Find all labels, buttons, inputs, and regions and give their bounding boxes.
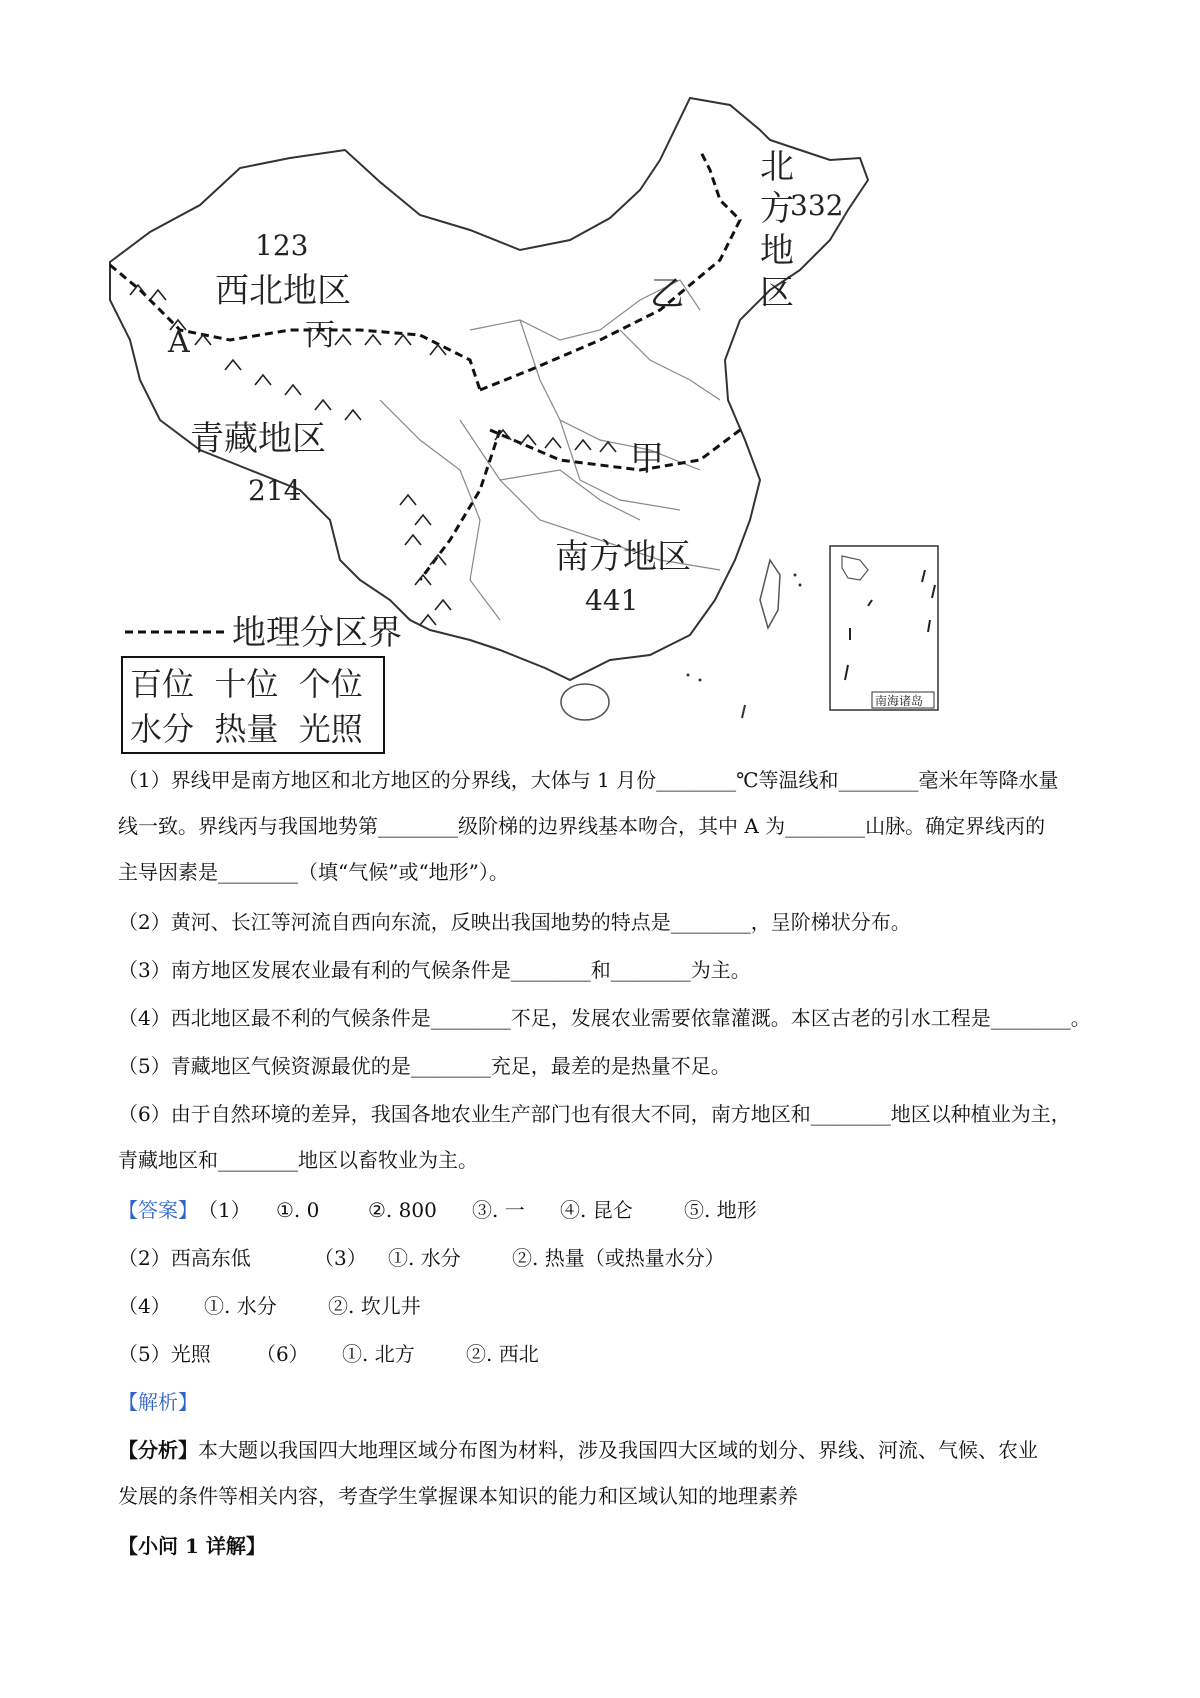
line-label-yi: 乙 [650,274,684,314]
question-1-line-b: 线一致。界线丙与我国地势第________级阶梯的边界线基本吻合，其中 A 为________山脉。确定界线丙的 [118,814,1046,838]
answer-row-1-num: （1） [198,1198,251,1222]
north-code: 332 [790,189,844,222]
answer-row-3-num: （3） [314,1246,367,1270]
answer-row-1 [118,1196,757,1224]
analysis-fenxi-line-b: 发展的条件等相关内容，考查学生掌握课本知识的能力和区域认知的地理素养 [118,1484,798,1508]
line-label-jia: 甲 [630,439,664,479]
question-5: （5）青藏地区气候资源最优的是________充足，最差的是热量不足。 [118,1054,731,1078]
taiwan-island [760,560,780,628]
south-name: 南方地区 [555,537,691,577]
south-china-sea-inset [830,546,938,710]
northwest-code: 123 [255,229,309,262]
question-1-line-a: （1）界线甲是南方地区和北方地区的分界线，大体与 1 月份________℃等温线和________毫米年等降水量 [118,768,1059,792]
analysis-fenxi-label: 【分析】 [118,1438,198,1462]
boundary-yi [480,150,740,390]
answer-3-item-1: ①. 水分 [388,1246,461,1270]
answer-1-item-1: ①. 0 [276,1198,320,1222]
answer-row-5-num: （5）光照 [118,1342,211,1366]
answer-row-4-num: （4） [118,1294,171,1318]
china-regions-map [0,0,1200,760]
qingzang-code: 214 [248,474,302,507]
question-1-line-c: 主导因素是________（填“气候”或“地形”）。 [118,860,509,884]
question-6-line-a: （6）由于自然环境的差异，我国各地农业生产部门也有很大不同，南方地区和________地区以种植业为主， [118,1102,1071,1126]
small-islands [687,574,802,719]
legend-boundary-label: 地理分区界 [232,613,402,653]
answer-6-item-1: ①. 北方 [342,1342,415,1366]
legend-table-row2: 水分 热量 光照 [130,710,363,748]
answer-row-3 [118,1292,421,1320]
answer-label: 【答案】 [118,1198,198,1222]
china-outline [110,98,868,680]
south-code: 441 [585,584,639,617]
line-label-bing: 丙 [305,318,335,353]
north-char-3: 地 [760,231,794,271]
north-char-2: 方 [760,189,794,229]
inset-label: 南海诸岛 [875,694,924,708]
answer-row-2 [118,1244,725,1272]
question-2: （2）黄河、长江等河流自西向东流，反映出我国地势的特点是________，呈阶梯状分布。 [118,910,911,934]
analysis-fenxi-line-a [118,1436,1038,1464]
answer-6-item-2: ②. 西北 [466,1342,539,1366]
answer-row-6-num: （6） [256,1342,309,1366]
qingzang-name: 青藏地区 [190,419,326,459]
boundary-qingzang-south [420,430,500,580]
north-char-1: 北 [760,147,794,187]
boundary-lines [110,150,740,580]
answer-1-item-5: ⑤. 地形 [684,1198,757,1222]
answer-row-4 [118,1340,539,1368]
northwest-name: 西北地区 [215,271,351,311]
line-label-a: A [168,325,190,360]
answer-1-item-3: ③. 一 [472,1198,525,1222]
answer-4-item-1: ①. 水分 [204,1294,277,1318]
analysis-fenxi-text-a: 本大题以我国四大地理区域分布图为材料，涉及我国四大区域的划分、界线、河流、气候、农业 [198,1438,1038,1462]
legend-table-row1: 百位 十位 个位 [130,665,363,703]
answer-1-item-2: ②. 800 [368,1198,437,1222]
north-char-4: 区 [760,273,794,313]
analysis-label: 【解析】 [118,1390,198,1414]
answer-4-item-2: ②. 坎儿井 [328,1294,421,1318]
question-4: （4）西北地区最不利的气候条件是________不足，发展农业需要依靠灌溉。本区古老的引水工程是________。 [118,1006,1091,1030]
answer-3-item-2: ②. 热量（或热量水分） [512,1246,725,1270]
answer-row-2-num: （2）西高东低 [118,1246,251,1270]
question-6-line-b: 青藏地区和________地区以畜牧业为主。 [118,1148,478,1172]
sub-question-1-label: 【小问 1 详解】 [118,1534,266,1558]
answer-1-item-4: ④. 昆仑 [560,1198,633,1222]
question-3: （3）南方地区发展农业最有利的气候条件是________和________为主。 [118,958,751,982]
hainan-island [561,684,609,720]
